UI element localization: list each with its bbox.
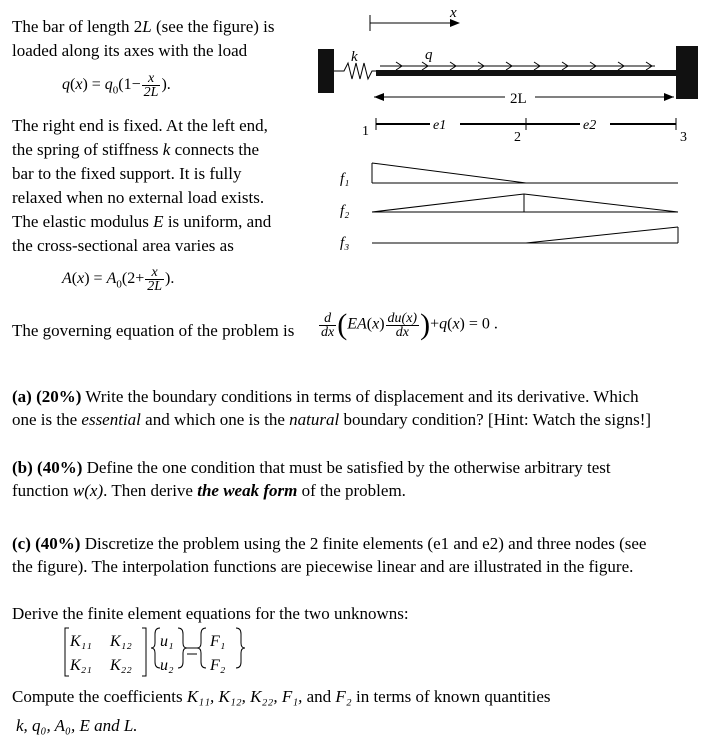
- matrix-k12: K₁₂: [110, 633, 132, 650]
- f3-label: f₃: [340, 235, 350, 251]
- distributed-load: [380, 62, 655, 70]
- left-fixed-support: [318, 49, 334, 93]
- intro-line-5: bar to the fixed support. It is fully: [12, 164, 242, 183]
- part-b-line-2: function w(x). Then derive the weak form of the problem.: [12, 481, 406, 500]
- load-equation: $q(x) = q_0(1-$ $\frac{x}{2L}$ ).: [62, 71, 171, 100]
- intro-line-3: The right end is fixed. At the left end,: [12, 116, 268, 135]
- intro-line-6: relaxed when no external load exists.: [12, 188, 265, 207]
- fe-matrix-equation: [60, 624, 260, 684]
- bar: [376, 70, 676, 76]
- intro-line-2: loaded along its axes with the load: [12, 41, 248, 60]
- f2-label: f₂: [340, 203, 350, 219]
- element-e2: e2: [583, 118, 597, 133]
- node-1: 1: [362, 124, 369, 139]
- f2-shape: [372, 194, 678, 212]
- matrix-k11: K₁₁: [70, 633, 92, 650]
- length-label: 2L: [510, 91, 527, 107]
- node-3: 3: [680, 130, 687, 145]
- part-c-line-1: (c) (40%) Discretize the problem using the 2 finite elements (e1 and e2) and three nodes (see: [12, 534, 647, 553]
- spring: [334, 63, 376, 79]
- mesh-line: [376, 118, 676, 130]
- node-2: 2: [514, 130, 521, 145]
- element-e1: e1: [433, 118, 447, 133]
- part-c-derive: Derive the finite element equations for the two unknowns:: [12, 604, 409, 623]
- part-a-line-1: (a) (20%) Write the boundary conditions in terms of displacement and its derivative. Which: [12, 387, 639, 406]
- f3-shape: [372, 227, 678, 243]
- matrix-f2: F₂: [210, 657, 226, 674]
- load-label: q: [425, 47, 433, 63]
- f1-shape: [372, 163, 678, 183]
- right-fixed-support: [676, 46, 698, 99]
- matrix-k22: K₂₂: [110, 657, 132, 674]
- part-b-line-1: (b) (40%) Define the one condition that must be satisfied by the otherwise arbitrary test: [12, 458, 611, 477]
- matrix-f1: F₁: [210, 633, 226, 650]
- x-axis-label: x: [450, 5, 457, 21]
- spring-label: k: [351, 49, 358, 65]
- part-a-line-2: one is the essential and which one is the natural boundary condition? [Hint: Watch the signs!]: [12, 410, 652, 429]
- x-axis-arrow: [370, 15, 460, 31]
- matrix-u1: u₁: [160, 633, 174, 650]
- f1-label: f₁: [340, 171, 350, 187]
- bar-figure: [310, 5, 710, 255]
- intro-line-1: The bar of length 2L (see the figure) is: [12, 17, 275, 36]
- part-c-line-2: the figure). The interpolation functions are piecewise linear and are illustrated in the figure.: [12, 557, 634, 576]
- governing-equation: $\frac{d}{dx}$ (EA(x) $\frac{du(x)}{dx}$ )+q(x) = 0 .: [321, 308, 498, 341]
- intro-line-8: the cross-sectional area varies as: [12, 236, 234, 255]
- part-c-compute: Compute the coefficients K₁₁, K₁₂, K₂₂, F₁, and F₂ in terms of known quantities: [12, 687, 551, 706]
- matrix-u2: u₂: [160, 657, 174, 674]
- matrix-k21: K₂₁: [70, 657, 92, 674]
- part-c-known-quantities: k, q₀, A₀, E and L.: [16, 716, 138, 735]
- intro-line-4: the spring of stiffness k connects the: [12, 140, 260, 159]
- intro-line-7: The elastic modulus E is uniform, and: [12, 212, 272, 231]
- area-equation: $A(x) = A_0(2+$ $\frac{x}{2L}$ ).: [62, 265, 175, 294]
- governing-prefix: The governing equation of the problem is: [12, 321, 295, 340]
